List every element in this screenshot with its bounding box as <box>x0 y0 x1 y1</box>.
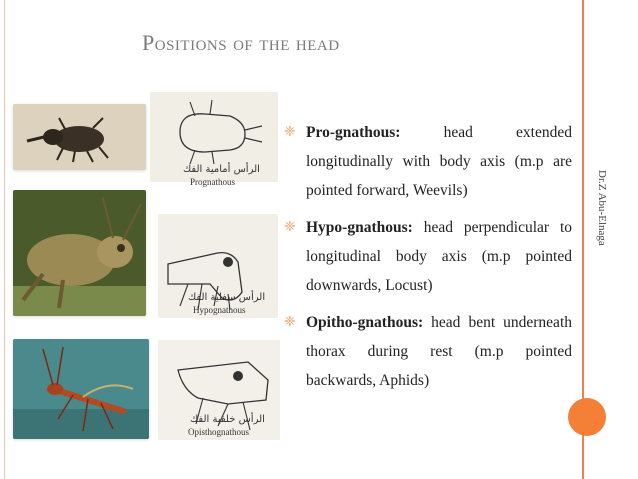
opisthognathous-caption: Opisthognathous <box>188 427 250 437</box>
prognathous-caption-ar: الرأس أمامية الفك <box>183 164 260 175</box>
author-label: Dr.Z Abu-Elnaga <box>596 170 608 246</box>
bullet-term: Pro-gnathous: <box>306 124 401 141</box>
hypognathous-caption: Hypognathous <box>193 305 246 315</box>
bullet-term: Hypo-gnathous: <box>306 219 413 236</box>
bullet-body: head bent underneath thorax during rest (m.p pointed backwards, Aphids) <box>306 314 572 389</box>
bullet-body: head perpendicular to longitudinal body axis (m.p pointed downwards, Locust) <box>306 219 572 294</box>
slide-title: Positions of the head <box>142 30 340 55</box>
insect-photo <box>13 339 149 439</box>
bullet-body: head extended longitudinally with body axis (m.p are pointed forward, Weevils) <box>306 124 572 199</box>
bullet-marker-icon: ❈ <box>284 220 296 235</box>
bullet-term: Opitho-gnathous: <box>306 314 424 331</box>
bullet-text <box>306 308 572 395</box>
bullet-hypognathous <box>284 213 572 300</box>
bullet-text <box>306 213 572 300</box>
frame-left-border <box>4 0 5 479</box>
opisthognathous-caption-ar: الرأس خلفية الفك <box>190 414 265 425</box>
locust-photo <box>13 190 146 316</box>
weevil-photo <box>13 104 146 170</box>
hypognathous-caption-ar: الرأس سفلية الفك <box>188 292 266 303</box>
prognathous-caption: Prognathous <box>190 177 235 187</box>
bullet-text <box>306 118 572 205</box>
bullet-marker-icon: ❈ <box>284 125 296 140</box>
opisthognathous-sketch <box>158 340 280 440</box>
bullet-prognathous <box>284 118 572 205</box>
bullet-opisthognathous <box>284 308 572 395</box>
bullet-list <box>284 118 572 403</box>
accent-circle <box>568 398 606 436</box>
bullet-marker-icon: ❈ <box>284 315 296 330</box>
